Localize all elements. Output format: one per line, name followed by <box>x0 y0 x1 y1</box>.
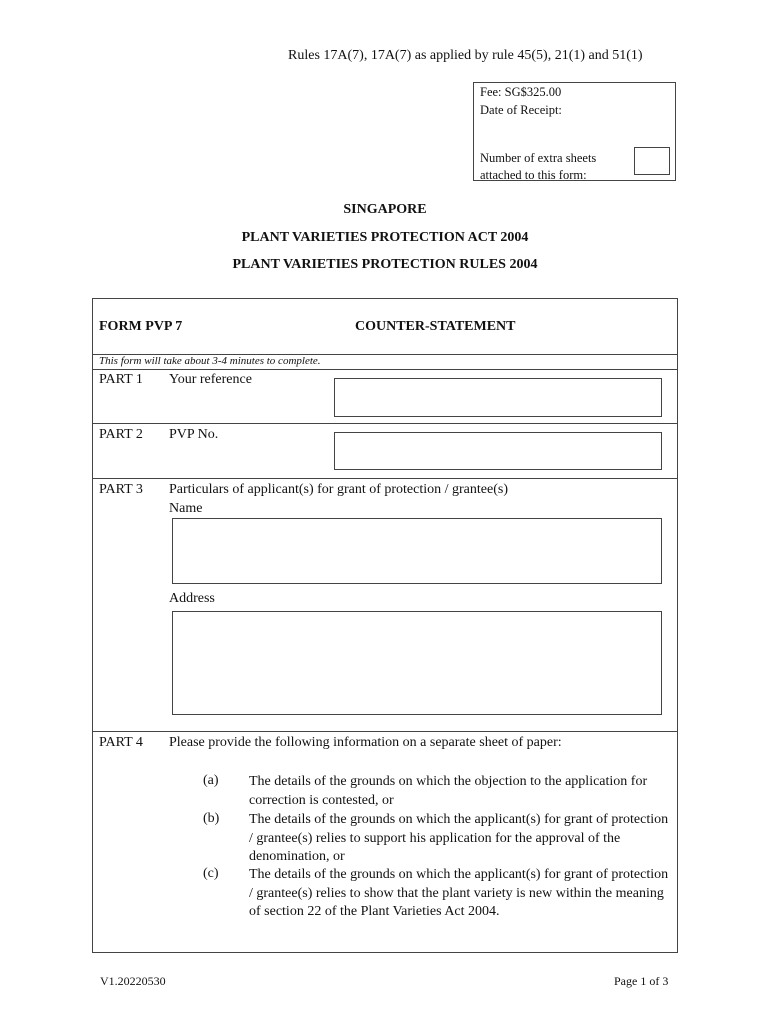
name-label: Name <box>169 501 203 516</box>
part-1-label: PART 1 <box>99 372 143 387</box>
item-c-text: The details of the grounds on which the applicant(s) for grant of protection / grantee(s) relies to show that the plant variety is new within the meaning of section 22 of the Plant Varieties Act 2004. <box>249 867 669 919</box>
pvp-number-field[interactable] <box>334 432 662 470</box>
item-c-marker: (c) <box>203 866 219 881</box>
item-a-marker: (a) <box>203 773 219 788</box>
fee-text: Fee: SG$325.00 <box>480 85 562 99</box>
your-reference-field[interactable] <box>334 378 662 417</box>
extra-sheets-input[interactable] <box>634 147 670 175</box>
address-label: Address <box>169 591 215 606</box>
version-label: V1.20220530 <box>100 974 166 988</box>
part-1-title: Your reference <box>169 372 252 387</box>
page-number: Page 1 of 3 <box>614 974 669 988</box>
date-of-receipt-label: Date of Receipt: <box>480 103 562 117</box>
form-id: FORM PVP 7 <box>99 319 183 334</box>
part-3-title: Particulars of applicant(s) for grant of protection / grantee(s) <box>169 482 508 497</box>
item-b-marker: (b) <box>203 811 220 826</box>
part-2-label: PART 2 <box>99 427 143 442</box>
part-2-title: PVP No. <box>169 427 219 442</box>
form-title: COUNTER-STATEMENT <box>355 319 516 334</box>
rules-title: PLANT VARIETIES PROTECTION RULES 2004 <box>232 257 538 272</box>
part-4-label: PART 4 <box>99 735 143 750</box>
time-note: This form will take about 3-4 minutes to complete. <box>99 355 321 367</box>
item-b-text: The details of the grounds on which the applicant(s) for grant of protection / grantee(s) relies to support his application for the approval of the denomination, or <box>249 812 669 864</box>
country-title: SINGAPORE <box>343 202 427 217</box>
applicant-address-field[interactable] <box>172 611 662 715</box>
fee-box <box>473 82 676 181</box>
form-table <box>92 298 678 953</box>
part-3-label: PART 3 <box>99 482 143 497</box>
extra-sheets-label-line1: Number of extra sheets <box>480 151 597 165</box>
applicant-name-field[interactable] <box>172 518 662 584</box>
extra-sheets-label-line2: attached to this form: <box>480 168 587 182</box>
part-4-title: Please provide the following information on a separate sheet of paper: <box>169 735 562 750</box>
item-a-text: The details of the grounds on which the objection to the application for correction is contested, or <box>249 774 648 808</box>
rules-reference: Rules 17A(7), 17A(7) as applied by rule 45(5), 21(1) and 51(1) <box>288 48 643 63</box>
act-title: PLANT VARIETIES PROTECTION ACT 2004 <box>241 230 529 245</box>
